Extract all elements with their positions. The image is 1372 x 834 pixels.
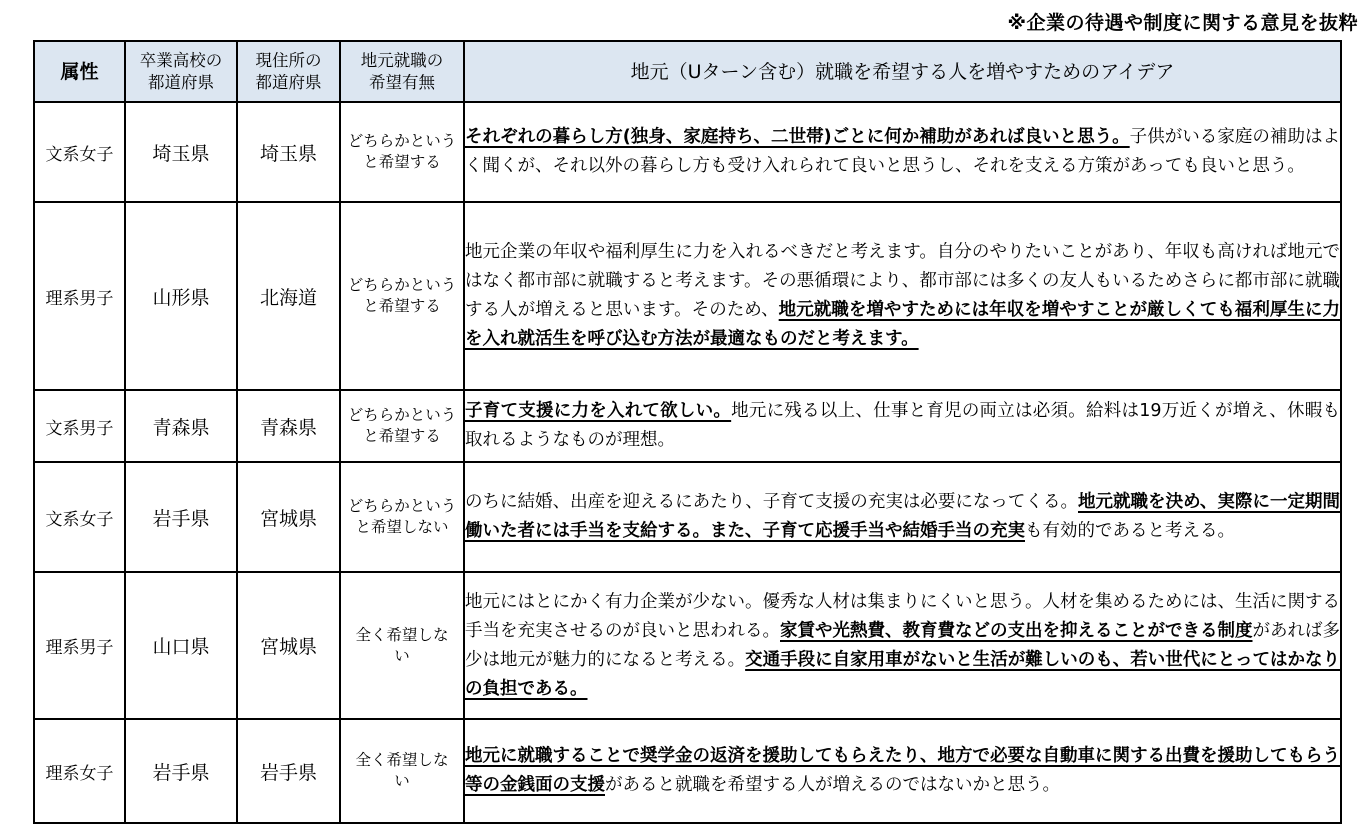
cell-local-job-wish: 全く希望しな い (340, 572, 464, 719)
highlighted-text: 地元就職を増やすためには年収を増やすことが厳しくても福利厚生に力を入れ就活生を呼び込む方法が最適なものだと考えます。 (465, 300, 1340, 349)
header-attribute: 属性 (34, 41, 125, 102)
highlighted-text: それぞれの暮らし方(独身、家庭持ち、二世帯)ごとに何か補助があれば良いと思う。 (465, 127, 1130, 147)
header-school-prefecture: 卒業高校の 都道府県 (125, 41, 237, 102)
cell-current-prefecture: 宮城県 (237, 572, 340, 719)
cell-current-prefecture: 岩手県 (237, 719, 340, 823)
cell-attribute: 理系男子 (34, 202, 125, 390)
table-row (34, 202, 1341, 390)
cell-school-prefecture: 青森県 (125, 390, 237, 462)
header-current-prefecture: 現住所の 都道府県 (237, 41, 340, 102)
highlighted-text: 子育て支援に力を入れて欲しい。 (465, 401, 732, 421)
excerpt-note: ※企業の待遇や制度に関する意見を抜粋 (1007, 12, 1358, 34)
cell-local-job-wish: どちらかという と希望する (340, 102, 464, 202)
cell-local-job-wish: どちらかという と希望しない (340, 462, 464, 572)
cell-school-prefecture: 岩手県 (125, 462, 237, 572)
table-row (34, 102, 1341, 202)
header-idea: 地元（Uターン含む）就職を希望する人を増やすためのアイデア (464, 41, 1341, 102)
cell-school-prefecture: 山口県 (125, 572, 237, 719)
highlighted-text: 家賃や光熱費、教育費などの支出を抑えることができる制度 (780, 620, 1253, 641)
idea-text: 地元にはとにかく有力企業が少ない。優秀な人材は集まりにくいと思う。人材を集めるためには、生活に関する手当を充実させるのが良いと思われる。 (465, 591, 1340, 641)
table-row (34, 719, 1341, 823)
cell-attribute: 文系女子 (34, 462, 125, 572)
opinions-table (33, 40, 1342, 824)
cell-local-job-wish: どちらかという と希望する (340, 390, 464, 462)
table-row (34, 572, 1341, 719)
cell-local-job-wish: 全く希望しな い (340, 719, 464, 823)
cell-idea (464, 390, 1341, 462)
cell-current-prefecture: 宮城県 (237, 462, 340, 572)
idea-text: があれば多少は地元が魅力的になると考える。 (465, 620, 1340, 670)
cell-attribute: 文系男子 (34, 390, 125, 462)
idea-text: のちに結婚、出産を迎えるにあたり、子育て支援の充実は必要になってくる。 (465, 492, 1078, 512)
cell-idea (464, 202, 1341, 390)
idea-text: 地元企業の年収や福利厚生に力を入れるべきだと考えます。自分のやりたいことがあり、年収も高ければ地元ではなく都市部に就職すると考えます。その悪循環により、都市部には多くの友人もいるためさらに都市部に就職する人が増えると思います。そのため、 (465, 242, 1340, 320)
idea-text: 地元に残る以上、仕事と育児の両立は必須。給料は19万近くが増え、休暇も取れるようなものが理想。 (465, 401, 1340, 450)
table-row (34, 390, 1341, 462)
cell-current-prefecture: 北海道 (237, 202, 340, 390)
cell-current-prefecture: 埼玉県 (237, 102, 340, 202)
highlighted-text: 交通手段に自家用車がないと生活が難しいのも、若い世代にとってはかなりの負担である。 (465, 649, 1341, 699)
idea-text: も有効的であると考える。 (1025, 521, 1235, 541)
table-body (34, 102, 1341, 823)
cell-idea (464, 572, 1341, 719)
idea-text: 子供がいる家庭の補助はよく聞くが、それ以外の暮らし方も受け入れられて良いと思うし、それを支える方策があっても良いと思う。 (465, 127, 1341, 176)
table-header (34, 41, 1341, 102)
cell-attribute: 理系男子 (34, 572, 125, 719)
cell-school-prefecture: 岩手県 (125, 719, 237, 823)
highlighted-text: 地元就職を決め、実際に一定期間働いた者には手当を支給する。また、子育て応援手当や結婚手当の充実 (465, 492, 1340, 541)
cell-current-prefecture: 青森県 (237, 390, 340, 462)
header-local-job-wish: 地元就職の 希望有無 (340, 41, 464, 102)
cell-attribute: 文系女子 (34, 102, 125, 202)
cell-idea (464, 462, 1341, 572)
table-row (34, 462, 1341, 572)
cell-idea (464, 102, 1341, 202)
highlighted-text: 地元に就職することで奨学金の返済を援助してもらえたり、地方で必要な自動車に関する出費を援助してもらう等の金銭面の支援 (465, 746, 1340, 795)
cell-school-prefecture: 山形県 (125, 202, 237, 390)
cell-idea (464, 719, 1341, 823)
cell-attribute: 理系女子 (34, 719, 125, 823)
cell-school-prefecture: 埼玉県 (125, 102, 237, 202)
cell-local-job-wish: どちらかという と希望する (340, 202, 464, 390)
idea-text: があると就職を希望する人が増えるのではないかと思う。 (605, 775, 1060, 795)
